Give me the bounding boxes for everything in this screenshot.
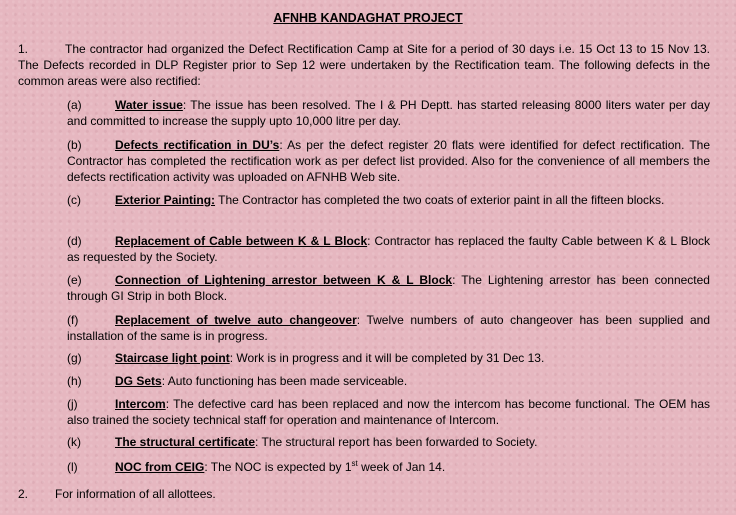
item-separator: : [255,435,259,449]
item-separator: : [165,397,170,411]
paragraph-1-number: 1. [18,42,29,56]
item-text: The Lightening arrestor has been connected through GI Strip in both Block. [67,273,710,303]
paragraph-1 [18,41,710,89]
item-text: Contractor has replaced the faulty Cable between K & L Block as requested by the Society. [67,234,710,264]
item-separator: : [356,313,361,327]
item-label: (k) [67,435,81,449]
item-text: As per the defect register 20 flats were identified for defect rectification. The Contractor has completed the rectification work as per defect list provided. Also for the convenience of all members the defects rectification activity was uploaded on AFNHB Web site. [67,138,710,184]
item-heading: Defects rectification in DU’s [115,138,280,152]
paragraph-2 [18,486,216,502]
item-separator: : [182,98,187,112]
item-label: (a) [67,98,82,112]
item-label: (j) [67,397,78,411]
list-item [67,192,710,208]
item-label: (g) [67,351,82,365]
item-text-end: week of Jan 14. [357,460,446,474]
item-separator: : [229,351,234,365]
item-heading: DG Sets [115,374,162,388]
item-label: (e) [67,273,82,287]
item-text: Auto functioning has been made serviceable. [165,374,408,388]
item-text: The defective card has been replaced and now the intercom has become functional. The OEM has also trained the society technical staff for operation and maintenance of Intercom. [67,397,710,427]
item-heading: Water issue [115,98,183,112]
item-label: (b) [67,138,82,152]
list-item [67,434,710,450]
item-text: The structural report has been forwarded to Society. [258,435,538,449]
item-label: (h) [67,374,82,388]
list-item [67,350,710,366]
item-text: The Contractor has completed the two coats of exterior paint in all the fifteen blocks. [215,193,665,207]
superscript: st [351,459,358,468]
item-label: (d) [67,234,82,248]
item-label: (l) [67,460,78,474]
item-separator: : [161,374,166,388]
list-item [67,396,710,428]
list-item [67,312,710,344]
item-text: Twelve numbers of auto changeover has been supplied and installation of the same is in progress. [67,313,710,343]
item-heading: NOC from CEIG [115,460,205,474]
list-item [67,272,710,304]
paragraph-1-text: The contractor had organized the Defect Rectification Camp at Site for a period of 30 days i.e. 15 Oct 13 to 15 Nov 13. The Defects recorded in DLP Register prior to Sep 12 were undertaken by the Rectification team. The following defects in the common areas were also rectified: [18,42,710,88]
document-title: AFNHB KANDAGHAT PROJECT [273,11,463,25]
list-item [67,233,710,265]
item-heading: The structural certificate [115,435,256,449]
item-heading: Connection of Lightening arrestor between K & L Block [115,273,453,287]
item-heading: Replacement of Cable between K & L Block [115,234,368,248]
list-item [67,459,710,475]
list-item [67,97,710,129]
item-heading: Replacement of twelve auto changeover [115,313,357,327]
item-separator: : [279,138,283,152]
item-text: : The NOC is expected by 1 [204,460,352,474]
item-label: (f) [67,313,79,327]
list-item [67,137,710,185]
item-heading: Intercom [115,397,166,411]
item-text: The issue has been resolved. The I & PH Deptt. has started releasing 8000 liters water per day and committed to increase the supply upto 10,000 litre per day. [67,98,710,128]
item-separator: : [367,234,371,248]
paragraph-2-number: 2. [18,487,29,501]
paragraph-2-text: For information of all allottees. [55,487,216,501]
item-heading: Exterior Painting: [115,193,216,207]
item-label: (c) [67,193,81,207]
item-text: Work is in progress and it will be completed by 31 Dec 13. [233,351,545,365]
item-heading: Staircase light point [115,351,230,365]
item-separator: : [452,273,456,287]
list-item [67,373,710,389]
